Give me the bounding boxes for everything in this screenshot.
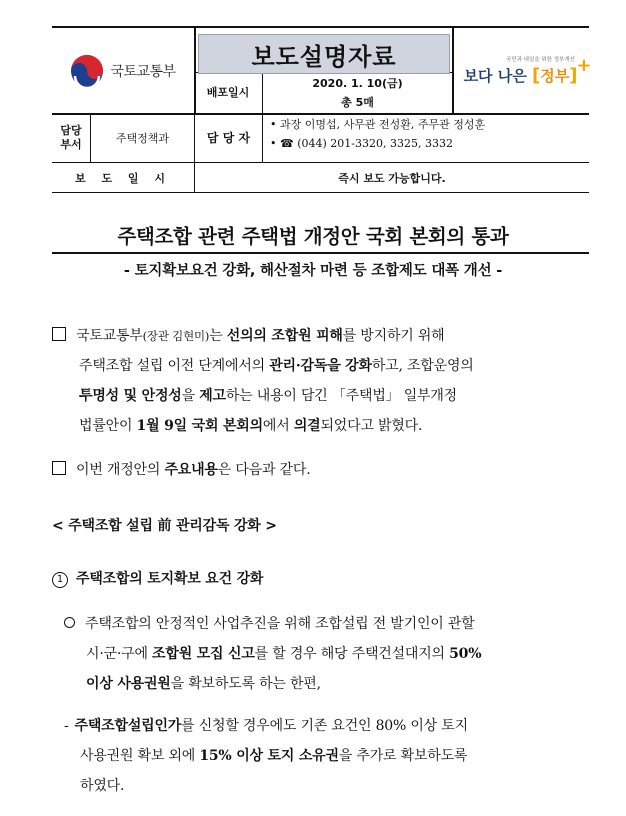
- dept-label-cell: [52, 114, 90, 162]
- paragraph-line: [52, 321, 592, 351]
- ministry-logo: [52, 28, 194, 113]
- bold-text: 투명성 및 안정성: [79, 388, 182, 404]
- section-heading: < 주택조합 설립 前 관리감독 강화 >: [52, 518, 277, 534]
- doc-type-title: 보도설명자료: [251, 42, 397, 71]
- release-value-cell: [195, 163, 589, 192]
- bold-text: 관리·감독을 강화: [269, 358, 372, 374]
- text: 국토교통부: [76, 328, 143, 344]
- distribution-label-cell: [194, 73, 262, 113]
- paragraph-line: [64, 771, 594, 801]
- text: (장관 김현미): [142, 329, 210, 343]
- paragraph-main-points: [52, 455, 592, 485]
- divider: [262, 113, 263, 162]
- bracket-icon: ]: [569, 65, 578, 86]
- dept-label-line2: 부서: [60, 138, 82, 151]
- paragraph-line: [64, 639, 594, 669]
- paragraph-line: [64, 609, 594, 639]
- contact-phone: (044) 201-3320, 3325, 3332: [297, 137, 453, 150]
- headline-subtitle: - 토지확보요건 강화, 해산절차 마련 등 조합제도 대폭 개선 -: [123, 263, 503, 279]
- paragraph-line: [52, 351, 592, 381]
- paragraph-line: [64, 741, 594, 771]
- text: 를 신청할 경우에도 기존 요건인 80% 이상 토지: [181, 718, 468, 734]
- contact-label-cell: [195, 114, 262, 162]
- release-label-cell: [52, 163, 194, 192]
- contact-label: 담 당 자: [206, 131, 251, 145]
- paragraph-line: [52, 411, 592, 441]
- press-header-table: [52, 26, 592, 193]
- text: 시·군·구에: [86, 646, 153, 662]
- dash-bullet: -: [64, 718, 69, 734]
- phone-icon: ☎: [280, 137, 294, 150]
- dept-name-cell: [91, 114, 194, 162]
- text: 주택조합의 안정적인 사업추진을 위해 조합설립 전 발기인이 관할: [85, 616, 475, 632]
- distribution-date: 2020. 1. 10(금): [312, 77, 403, 90]
- paragraph-line: [64, 711, 594, 741]
- headline-title: 주택조합 관련 주택법 개정안 국회 본회의 통과: [117, 225, 509, 248]
- government-brand-logo: [452, 28, 592, 113]
- ministry-name: 국토교통부: [110, 63, 176, 80]
- paragraph-line: [64, 669, 594, 699]
- bracket-icon: [: [531, 65, 541, 86]
- paragraph-intro: [52, 321, 592, 441]
- bold-text: 조합원 모집 신고: [152, 646, 255, 662]
- text: 사용권원 확보 외에: [80, 748, 200, 764]
- square-bullet-icon: [52, 461, 66, 475]
- bold-text: 주택조합설립인가: [74, 718, 182, 734]
- brand-slogan-part2: 정부: [540, 67, 570, 85]
- bold-text: 의결: [293, 418, 321, 434]
- text: 하였다.: [80, 778, 125, 794]
- square-bullet-icon: [52, 327, 66, 341]
- bold-text: 주요내용: [164, 462, 218, 478]
- circled-number-one-icon: 1: [52, 572, 68, 588]
- brand-tagline: 국민과 내일을 위한 정부개선: [505, 57, 575, 63]
- text: 을: [181, 388, 200, 404]
- text: 주택조합 설립 이전 단계에서의: [79, 358, 270, 374]
- distribution-value-cell: [263, 73, 452, 113]
- brand-slogan-part1: 보다 나은: [463, 67, 532, 85]
- distribution-label: 배포일시: [206, 86, 250, 99]
- text: 이번 개정안의: [76, 462, 165, 478]
- bold-text: 이상 사용권원: [86, 676, 171, 692]
- dept-label-line1: 담당: [60, 124, 82, 137]
- bold-text: 제고: [199, 388, 226, 404]
- bold-text: 선의의 조합원 피해: [226, 328, 343, 344]
- contact-people: 과장 이명섭, 사무관 전성환, 주무관 정성훈: [280, 118, 486, 131]
- text: 은 다음과 같다.: [217, 462, 311, 478]
- contact-phone-line: • ☎ (044) 201-3320, 3325, 3332: [270, 137, 453, 150]
- dept-name: 주택정책과: [115, 132, 170, 145]
- paragraph-land-requirement: [64, 609, 594, 699]
- contact-people-line: • 과장 이명섭, 사무관 전성환, 주무관 정성훈: [270, 118, 486, 131]
- contact-info: [270, 115, 485, 153]
- paragraph-approval-requirement: [64, 711, 594, 801]
- item-heading: [52, 568, 263, 588]
- text: 법률안이: [79, 418, 137, 434]
- paragraph-line: [52, 381, 592, 411]
- text: 를 할 경우 해당 주택건설대지의: [254, 646, 450, 662]
- doc-type-banner: [198, 34, 450, 74]
- text: 을 추가로 확보하도록: [338, 748, 468, 764]
- taegeuk-emblem-icon: [70, 54, 104, 88]
- text: 하고, 조합운영의: [371, 358, 474, 374]
- item-title: 주택조합의 토지확보 요건 강화: [76, 571, 264, 587]
- text: 을 확보하도록 하는 한편,: [170, 676, 321, 692]
- circle-bullet-icon: [64, 617, 75, 628]
- text: 하는 내용이 담긴 「주택법」 일부개정: [225, 388, 457, 404]
- release-label: 보 도 일 시: [75, 171, 171, 185]
- text: 되었다고 밝혔다.: [320, 418, 423, 434]
- text: 를 방지하기 위해: [342, 328, 445, 344]
- bold-text: 15% 이상 토지 소유권: [199, 748, 339, 764]
- headline-rule: [52, 252, 589, 254]
- plus-icon: +: [576, 55, 592, 76]
- page-count: 총 5매: [341, 96, 374, 109]
- text: 는: [209, 328, 227, 344]
- release-value: 즉시 보도 가능합니다.: [338, 171, 446, 185]
- bold-text: 1월 9일 국회 본회의: [136, 418, 263, 434]
- text: 에서: [262, 418, 294, 434]
- bold-text: 50%: [449, 646, 482, 662]
